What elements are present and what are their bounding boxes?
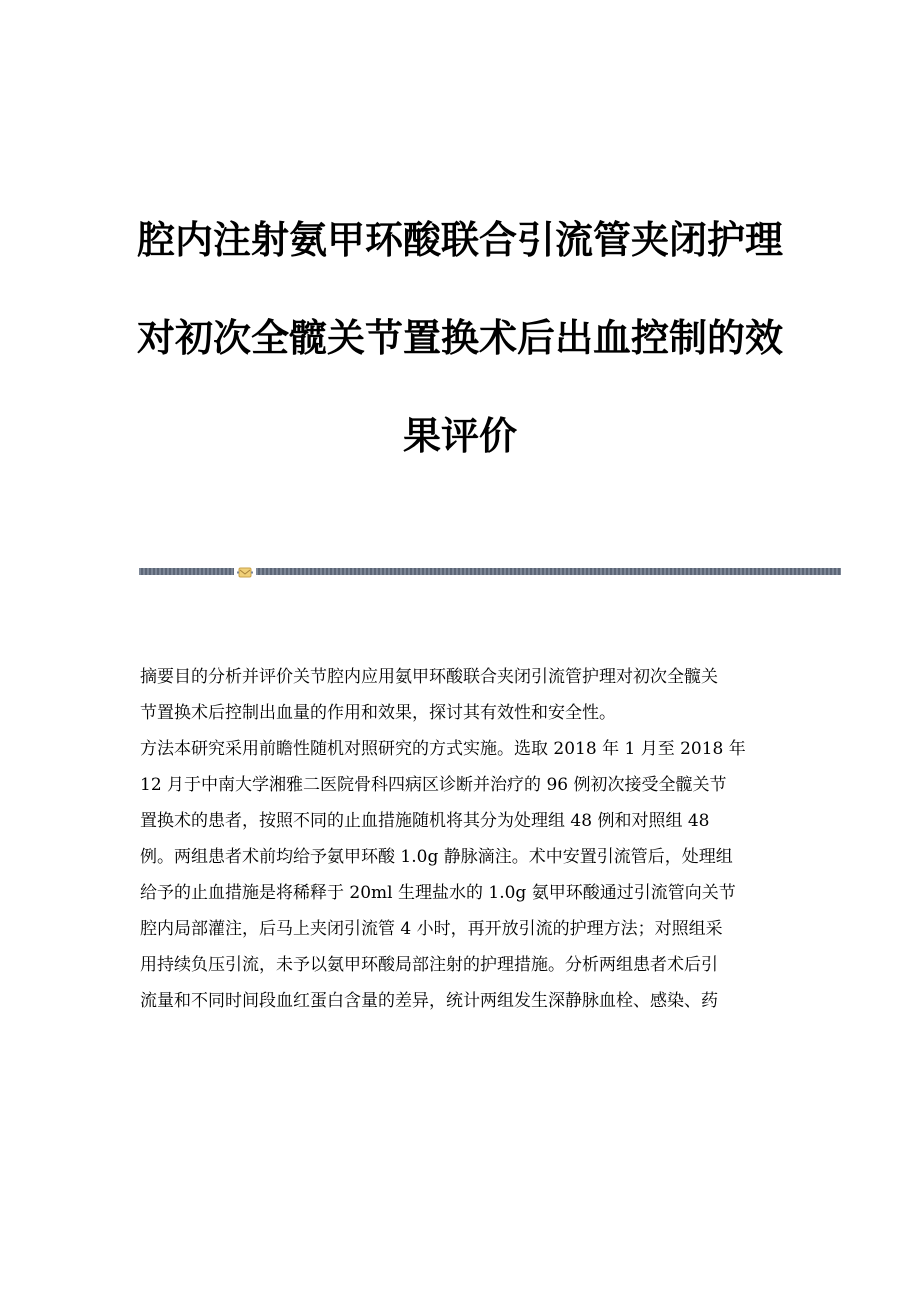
ornament-icon: [234, 564, 256, 578]
document-title-line-3: 果评价: [402, 414, 517, 458]
body-line-2: 节置换术后控制出血量的作用和效果，探讨其有效性和安全性。: [140, 703, 616, 723]
body-line-9: 用持续负压引流，未予以氨甲环酸局部注射的护理措施。分析两组患者术后引: [140, 955, 718, 975]
document-title-line-2: 对初次全髋关节置换术后出血控制的效: [136, 316, 783, 360]
body-line-6: 例。两组患者术前均给予氨甲环酸 1.0g 静脉滴注。术中安置引流管后，处理组: [140, 847, 733, 867]
body-line-3: 方法本研究采用前瞻性随机对照研究的方式实施。选取 2018 年 1 月至 2018 年: [140, 739, 746, 759]
document-title-line-1: 腔内注射氨甲环酸联合引流管夹闭护理: [136, 218, 783, 262]
body-line-8: 腔内局部灌注，后马上夹闭引流管 4 小时，再开放引流的护理方法；对照组采: [140, 919, 723, 939]
body-line-4: 12 月于中南大学湘雅二医院骨科四病区诊断并治疗的 96 例初次接受全髋关节: [140, 775, 727, 795]
divider-bar-left: [139, 568, 234, 575]
body-line-10: 流量和不同时间段血红蛋白含量的差异，统计两组发生深静脉血栓、感染、药: [140, 991, 718, 1011]
body-line-1: 摘要目的分析并评价关节腔内应用氨甲环酸联合夹闭引流管护理对初次全髋关: [140, 667, 718, 687]
body-text: [140, 659, 780, 1019]
title-divider: [139, 564, 841, 578]
body-line-7: 给予的止血措施是将稀释于 20ml 生理盐水的 1.0g 氨甲环酸通过引流管向关节: [140, 883, 736, 903]
divider-bar-right: [256, 568, 841, 575]
body-line-5: 置换术的患者，按照不同的止血措施随机将其分为处理组 48 例和对照组 48: [140, 811, 710, 831]
